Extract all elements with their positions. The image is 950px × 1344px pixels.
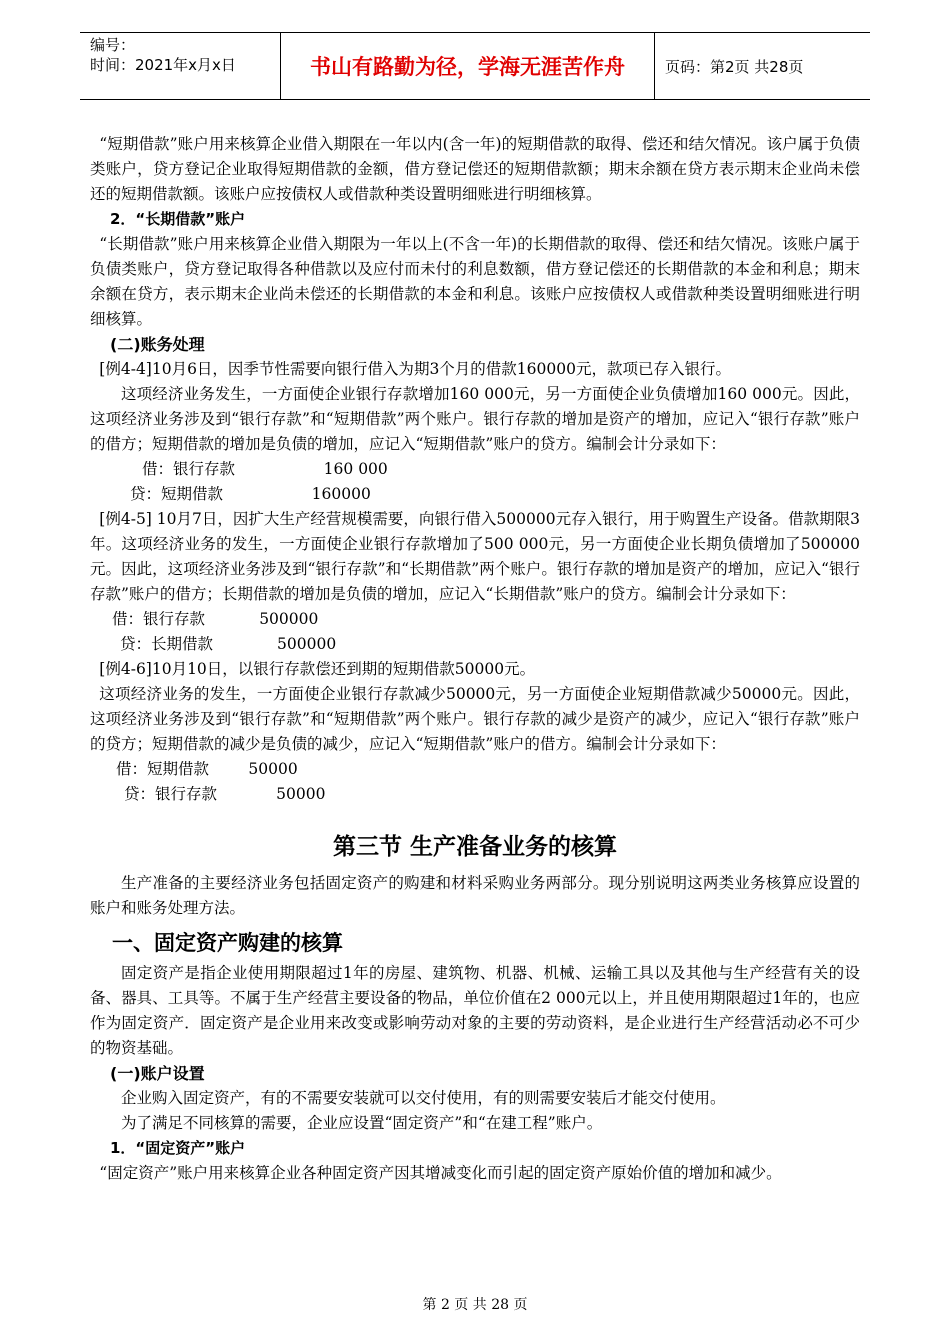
entry-credit-2: 贷：长期借款 500000 bbox=[120, 635, 337, 653]
example-4-6-text: 这项经济业务的发生，一方面使企业银行存款减少50000元，另一方面使企业短期借款减少50000元。因此，这项经济业务涉及到“银行存款”和“短期借款”两个账户。银行存款的减少是资产的减少，应记入“银行存款”账户的贷方；短期借款的减少是负债的减少，应记入“短期借款”账户的借方。编制会计分录如下： bbox=[90, 685, 860, 753]
subheading-accounting: (二)账务处理 bbox=[110, 335, 205, 354]
entry-debit-1: 借：银行存款 160 000 bbox=[142, 460, 388, 478]
paragraph-accounts-1: 企业购入固定资产，有的不需要安装就可以交付使用，有的则需要安装后才能交付使用。 bbox=[121, 1089, 726, 1107]
paragraph-accounts-2: 为了满足不同核算的需要，企业应设置“固定资产”和“在建工程”账户。 bbox=[121, 1114, 603, 1132]
subheading-accounts: (一)账户设置 bbox=[110, 1064, 205, 1083]
paragraph-fixed-assets: 固定资产是指企业使用期限超过1年的房屋、建筑物、机器、机械、运输工具以及其他与生产经营有关的设备、器具、工具等。不属于生产经营主要设备的物品，单位价值在2 000元以上，并且使用期限超过1年的，也应作为固定资产．固定资产是企业用来改变或影响劳动对象的主要的劳动资料，是企业进行生产经营活动必不可少的物资基础。 bbox=[90, 964, 860, 1057]
header-motto: 书山有路勤为径，学海无涯苦作舟 bbox=[280, 33, 655, 99]
entry-credit-1: 贷：短期借款 160000 bbox=[130, 485, 371, 503]
header-page-label: 页码：第2页 共28页 bbox=[665, 57, 804, 76]
example-4-4-text: 这项经济业务发生，一方面使企业银行存款增加160 000元，另一方面使企业负债增加160 000元。因此，这项经济业务涉及到“银行存款”和“短期借款”两个账户。银行存款的增加是资产的增加，应记入“银行存款”账户的借方；短期借款的增加是负债的增加，应记入“短期借款”账户的贷方。编制会计分录如下： bbox=[90, 385, 860, 453]
page-footer bbox=[0, 1294, 950, 1314]
subheading-fixed-assets-account: 1．“固定资产”账户 bbox=[110, 1139, 246, 1157]
example-4-4: [例4-4]10月6日，因季节性需要向银行借入为期3个月的借款160000元，款项已存入银行。 bbox=[99, 360, 731, 378]
time-label: 时间：2021年x月x日 bbox=[90, 56, 236, 74]
section-title: 第三节 生产准备业务的核算 bbox=[332, 834, 617, 860]
example-4-5: [例4-5] 10月7日，因扩大生产经营规模需要，向银行借入500000元存入银行，用于购置生产设备。借款期限3年。这项经济业务的发生，一方面使企业银行存款增加了500 000元，另一方面使企业长期负债增加了500000元。因此，这项经济业务涉及到“银行存款”和“长期借款”两个账户。银行存款的增加是资产的增加，应记入“银行存款”账户的借方；长期借款的增加是负债的增加，应记入“长期借款”账户的贷方。编制会计分录如下： bbox=[90, 510, 860, 603]
header-meta bbox=[80, 33, 280, 99]
paragraph-short-term-loan: “短期借款”账户用来核算企业借入期限在一年以内(含一年)的短期借款的取得、偿还和结欠情况。该户属于负债类账户，贷方登记企业取得短期借款的金额，借方登记偿还的短期借款额；期末余额在贷方表示期末企业尚未偿还的短期借款额。该账户应按债权人或借款种类设置明细账进行明细核算。 bbox=[90, 135, 860, 203]
page-header bbox=[80, 32, 870, 100]
entry-credit-3: 贷：银行存款 50000 bbox=[124, 785, 326, 803]
code-label: 编号： bbox=[90, 36, 136, 54]
section-intro: 生产准备的主要经济业务包括固定资产的购建和材料采购业务两部分。现分别说明这两类业务核算应设置的账户和账务处理方法。 bbox=[90, 874, 860, 917]
entry-debit-3: 借：短期借款 50000 bbox=[116, 760, 298, 778]
heading-fixed-assets: 一、固定资产购建的核算 bbox=[112, 931, 343, 955]
example-4-6: [例4-6]10月10日，以银行存款偿还到期的短期借款50000元。 bbox=[99, 660, 536, 678]
subheading-long-term-loan: 2．“长期借款”账户 bbox=[110, 210, 246, 228]
entry-debit-2: 借：银行存款 500000 bbox=[112, 610, 319, 628]
paragraph-long-term-loan: “长期借款”账户用来核算企业借入期限为一年以上(不含一年)的长期借款的取得、偿还和结欠情况。该账户属于负债类账户，贷方登记取得各种借款以及应付而未付的利息数额，借方登记偿还的长期借款的本金和利息；期末余额在贷方，表示期末企业尚未偿还的长期借款的本金和利息。该账户应按债权人或借款种类设置明细账进行明细核算。 bbox=[90, 235, 860, 328]
footer-page-number: 第 2 页 共 28 页 bbox=[422, 1297, 528, 1313]
paragraph-fixed-assets-account: “固定资产”账户用来核算企业各种固定资产因其增减变化而引起的固定资产原始价值的增加和减少。 bbox=[99, 1164, 782, 1182]
document-body bbox=[90, 132, 860, 1186]
